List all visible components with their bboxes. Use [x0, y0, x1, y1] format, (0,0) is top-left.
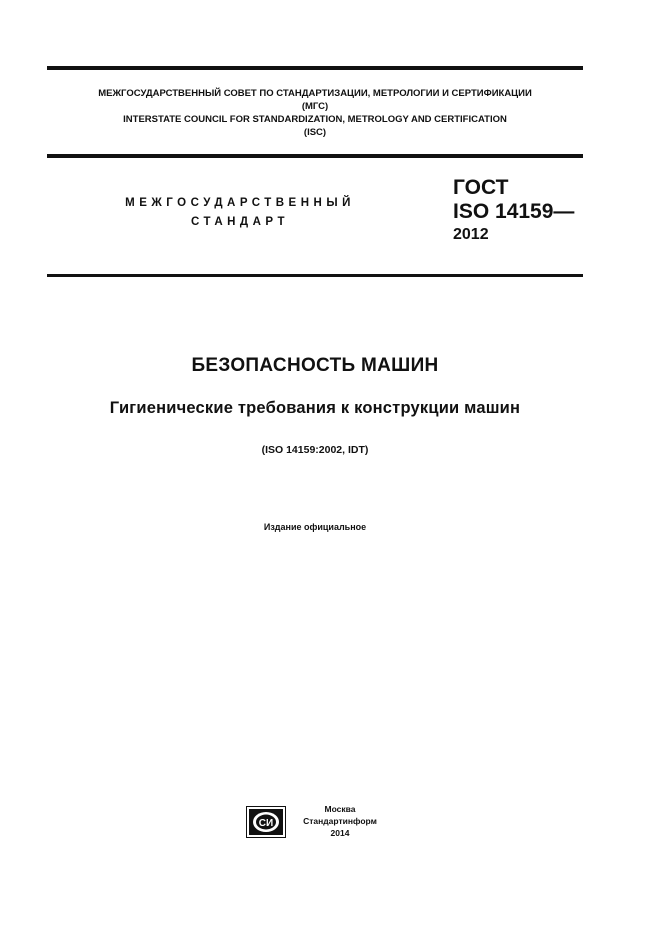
council-name-en: INTERSTATE COUNCIL FOR STANDARDIZATION, METROLOGY AND CERTIFICATION: [123, 114, 507, 125]
council-abbr-en: (ISC): [303, 127, 327, 138]
standard-type: [100, 194, 380, 232]
designation-number: ISO 14159—: [453, 200, 575, 223]
council-header: [40, 87, 590, 139]
publisher-block: [290, 803, 390, 839]
document-subtitle: Гигиенические требования к конструкции машин: [109, 399, 521, 417]
header-rule: [47, 154, 583, 158]
publisher-city: Москва: [324, 804, 356, 814]
council-abbr-ru: (МГС): [301, 101, 329, 112]
standard-designation: [453, 176, 574, 246]
top-rule: [47, 66, 583, 70]
document-title: БЕЗОПАСНОСТЬ МАШИН: [191, 355, 439, 376]
logo-lettering: СИ: [258, 818, 274, 829]
designation-year: 2012: [453, 226, 489, 243]
publisher-year: 2014: [330, 828, 350, 838]
standard-type-line2: СТАНДАРТ: [191, 216, 289, 228]
designation-prefix: ГОСТ: [453, 176, 509, 199]
standard-type-line1: МЕЖГОСУДАРСТВЕННЫЙ: [125, 197, 355, 209]
publisher-name: Стандартинформ: [303, 816, 377, 826]
standartinform-logo-icon: [246, 806, 286, 838]
edition-note: Издание официальное: [263, 522, 367, 532]
iso-reference: (ISO 14159:2002, IDT): [261, 444, 369, 456]
council-name-ru: МЕЖГОСУДАРСТВЕННЫЙ СОВЕТ ПО СТАНДАРТИЗАЦИИ, МЕТРОЛОГИИ И СЕРТИФИКАЦИИ: [98, 88, 532, 99]
designation-rule: [47, 274, 583, 277]
